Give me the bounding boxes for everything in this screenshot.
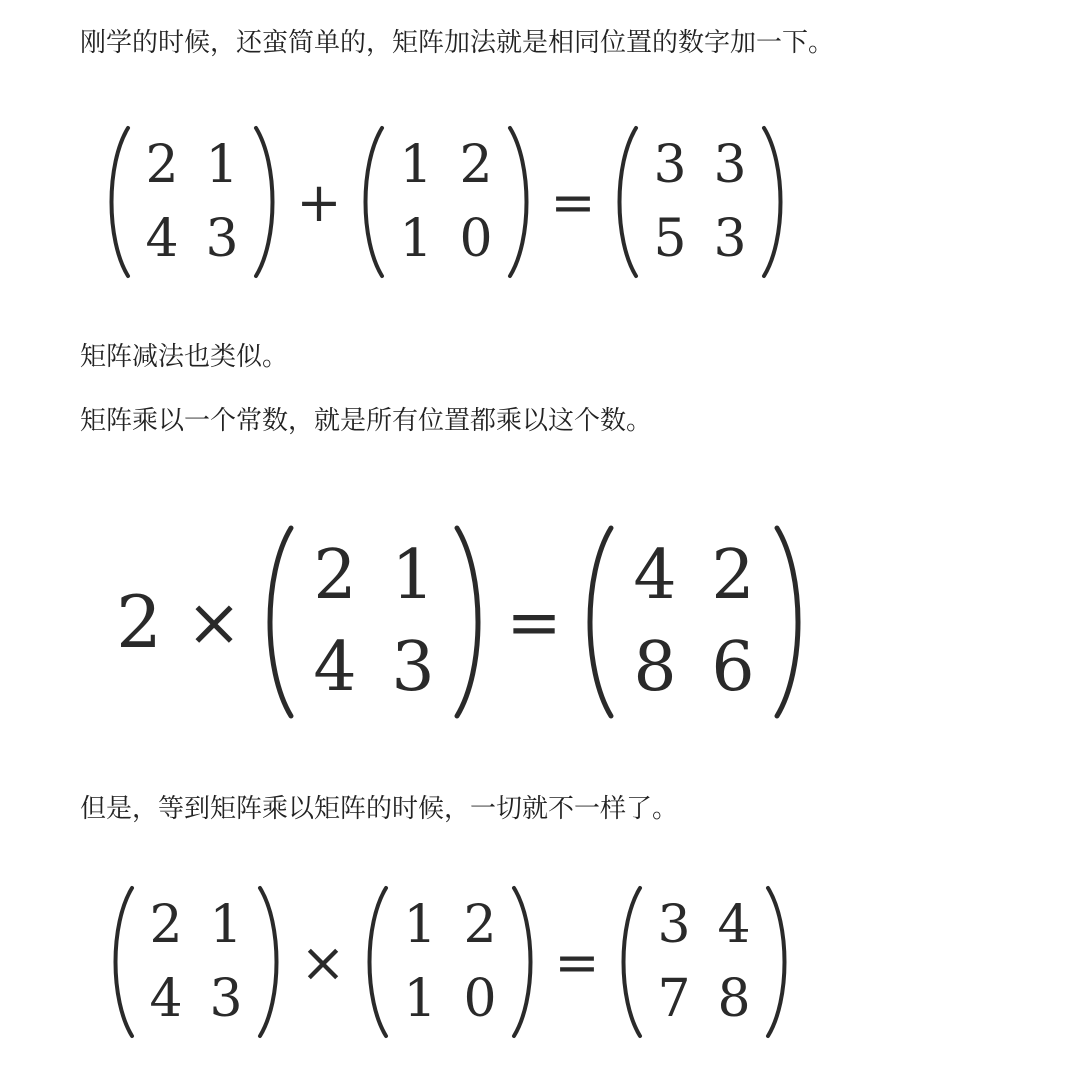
matrix-cell: 1 — [403, 895, 437, 955]
matrix-cell: 0 — [463, 969, 497, 1029]
matrix-cell: 1 — [399, 135, 433, 195]
matrix-cell: 3 — [657, 895, 691, 955]
matrix-cell: 3 — [713, 135, 747, 195]
matrix-cell: 3 — [209, 969, 243, 1029]
right-paren — [760, 124, 788, 280]
matrix-cell: 1 — [403, 969, 437, 1029]
scalar-value: 2 — [116, 580, 162, 664]
matrix-cell: 2 — [149, 895, 183, 955]
matrix-cell: 2 — [463, 895, 497, 955]
right-paren — [252, 124, 280, 280]
equals-operator: = — [550, 170, 596, 234]
matrix-b — [358, 124, 534, 280]
right-paren — [506, 124, 534, 280]
equals-operator: = — [506, 583, 562, 661]
matrix-cell: 3 — [391, 628, 435, 707]
matrix-a — [260, 524, 488, 720]
matrix-cell: 4 — [149, 969, 183, 1029]
right-paren — [772, 524, 808, 720]
matrix-cell: 8 — [633, 628, 677, 707]
right-paren — [764, 884, 792, 1040]
left-paren — [612, 124, 640, 280]
paragraph-scalar-multiplication: 矩阵乘以一个常数，就是所有位置都乘以这个数。 — [80, 406, 653, 436]
right-paren — [256, 884, 284, 1040]
left-paren — [104, 124, 132, 280]
matrix-cell: 2 — [459, 135, 493, 195]
matrix-cell: 5 — [653, 209, 687, 269]
matrix-cell: 3 — [653, 135, 687, 195]
matrix-cell: 1 — [209, 895, 243, 955]
matrix-cell: 1 — [205, 135, 239, 195]
matrix-cell: 2 — [711, 536, 755, 615]
matrix-a — [104, 124, 280, 280]
matrix-cell: 1 — [399, 209, 433, 269]
equation-matrix-multiplication — [108, 882, 792, 1042]
matrix-result — [612, 124, 788, 280]
equation-matrix-addition — [104, 122, 788, 282]
matrix-cell: 6 — [711, 628, 755, 707]
left-paren — [358, 124, 386, 280]
left-paren — [108, 884, 136, 1040]
paragraph-matrix-addition: 刚学的时候，还蛮简单的，矩阵加法就是相同位置的数字加一下。 — [80, 28, 835, 58]
left-paren — [580, 524, 616, 720]
matrix-cell: 3 — [205, 209, 239, 269]
matrix-a — [108, 884, 284, 1040]
left-paren — [362, 884, 390, 1040]
matrix-cell: 4 — [717, 895, 751, 955]
plus-operator: + — [296, 170, 342, 234]
matrix-cell: 8 — [717, 969, 751, 1029]
matrix-cell: 0 — [459, 209, 493, 269]
right-paren — [452, 524, 488, 720]
matrix-b — [362, 884, 538, 1040]
matrix-cell: 1 — [391, 536, 435, 615]
matrix-cell: 4 — [145, 209, 179, 269]
times-operator: × — [300, 930, 346, 994]
paragraph-matrix-multiplication: 但是，等到矩阵乘以矩阵的时候，一切就不一样了。 — [80, 794, 679, 824]
left-paren — [260, 524, 296, 720]
matrix-result — [580, 524, 808, 720]
equation-scalar-multiplication — [110, 522, 808, 722]
matrix-cell: 4 — [313, 628, 357, 707]
left-paren — [616, 884, 644, 1040]
equals-operator: = — [554, 930, 600, 994]
matrix-cell: 7 — [657, 969, 691, 1029]
paragraph-matrix-subtraction: 矩阵减法也类似。 — [80, 342, 289, 372]
matrix-cell: 2 — [145, 135, 179, 195]
matrix-cell: 4 — [633, 536, 677, 615]
right-paren — [510, 884, 538, 1040]
matrix-cell: 3 — [713, 209, 747, 269]
matrix-cell: 2 — [313, 536, 357, 615]
matrix-result — [616, 884, 792, 1040]
times-operator: × — [186, 583, 242, 661]
